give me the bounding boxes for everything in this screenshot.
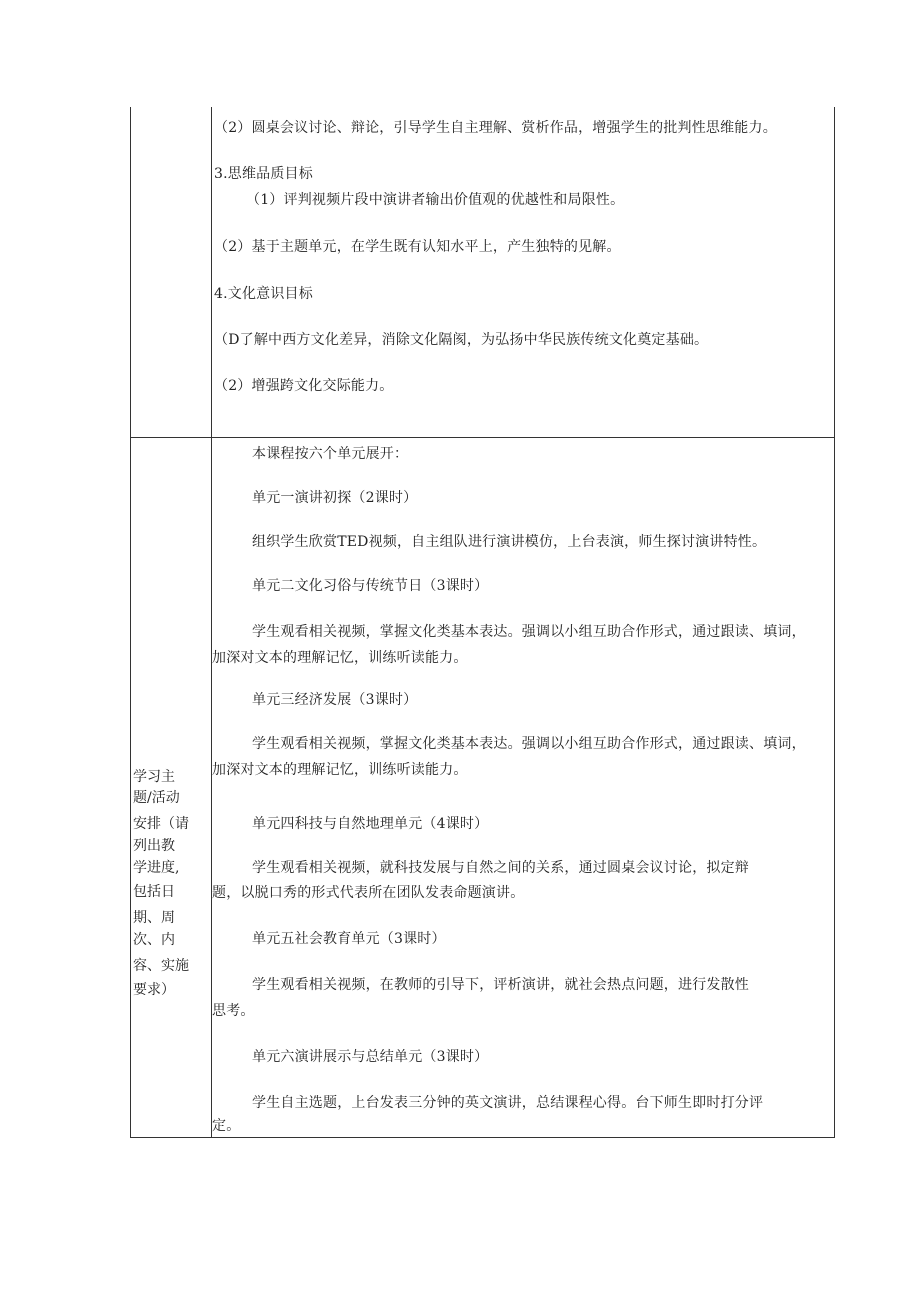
unit-heading: 单元四科技与自然地理单元（4课时）	[252, 816, 489, 832]
unit-description: 加深对文本的理解记忆，训练听读能力。	[212, 762, 468, 778]
unit-description: 学生自主选题，上台发表三分钟的英文演讲，总结课程心得。台下师生即时打分评	[252, 1095, 764, 1111]
row-label-line: 列出教	[133, 838, 175, 854]
objective-line: （2）增强跨文化交际能力。	[214, 378, 394, 394]
unit-description: 学生观看相关视频，掌握文化类基本表达。强调以小组互助合作形式，通过跟读、填词，	[252, 736, 806, 752]
objective-line: （2）圆桌会议讨论、辩论，引导学生自主理解、赏析作品，增强学生的批判性思维能力。	[214, 120, 777, 136]
objective-heading: 4.文化意识目标	[214, 286, 313, 302]
row-label-line: 次、内	[133, 932, 175, 948]
table-left-border	[130, 107, 131, 1138]
unit-description: 学生观看相关视频，掌握文化类基本表达。强调以小组互助合作形式，通过跟读、填词，	[252, 624, 806, 640]
unit-description: 定。	[212, 1118, 241, 1134]
row-label-line: 容、实施	[133, 958, 189, 974]
table-bottom-border	[130, 1137, 835, 1138]
unit-description: 加深对文本的理解记忆，训练听读能力。	[212, 650, 468, 666]
unit-description: 学生观看相关视频，在教师的引导下，评析演讲，就社会热点问题，进行发散性	[252, 977, 749, 993]
unit-description: 组织学生欣赏TED视频，自主组队进行演讲模仿，上台表演，师生探讨演讲特性。	[252, 534, 767, 550]
objective-line: （D了解中西方文化差异，消除文化隔阂，为弘扬中华民族传统文化奠定基础。	[214, 332, 709, 348]
unit-heading: 单元六演讲展示与总结单元（3课时）	[252, 1049, 489, 1065]
schedule-intro: 本课程按六个单元展开：	[252, 446, 409, 462]
unit-description: 题，以脱口秀的形式代表所在团队发表命题演讲。	[212, 885, 525, 901]
row-label-line: 包括日	[133, 884, 175, 900]
row-label-line: 题/活动	[133, 790, 180, 806]
row-label-line: 安排（请	[133, 816, 189, 832]
table-right-border	[834, 107, 835, 1138]
row-label-line: 学习主	[133, 769, 175, 785]
objective-line: （1）评判视频片段中演讲者输出价值观的优越性和局限性。	[246, 192, 625, 208]
table-column-divider	[211, 107, 212, 1138]
row-label-line: 要求）	[133, 982, 175, 998]
table-row-divider	[130, 437, 835, 438]
unit-heading: 单元五社会教育单元（3课时）	[252, 931, 446, 947]
unit-description: 学生观看相关视频，就科技发展与自然之间的关系，通过圆桌会议讨论，拟定辩	[252, 860, 749, 876]
row-label-line: 学进度,	[133, 860, 180, 876]
unit-heading: 单元二文化习俗与传统节日（3课时）	[252, 578, 489, 594]
row-label-line: 期、周	[133, 910, 175, 926]
unit-heading: 单元一演讲初探（2课时）	[252, 490, 418, 506]
unit-description: 思考。	[212, 1003, 255, 1019]
objective-heading: 3.思维品质目标	[214, 166, 313, 182]
unit-heading: 单元三经济发展（3课时）	[252, 692, 418, 708]
objective-line: （2）基于主题单元，在学生既有认知水平上，产生独特的见解。	[214, 239, 621, 255]
